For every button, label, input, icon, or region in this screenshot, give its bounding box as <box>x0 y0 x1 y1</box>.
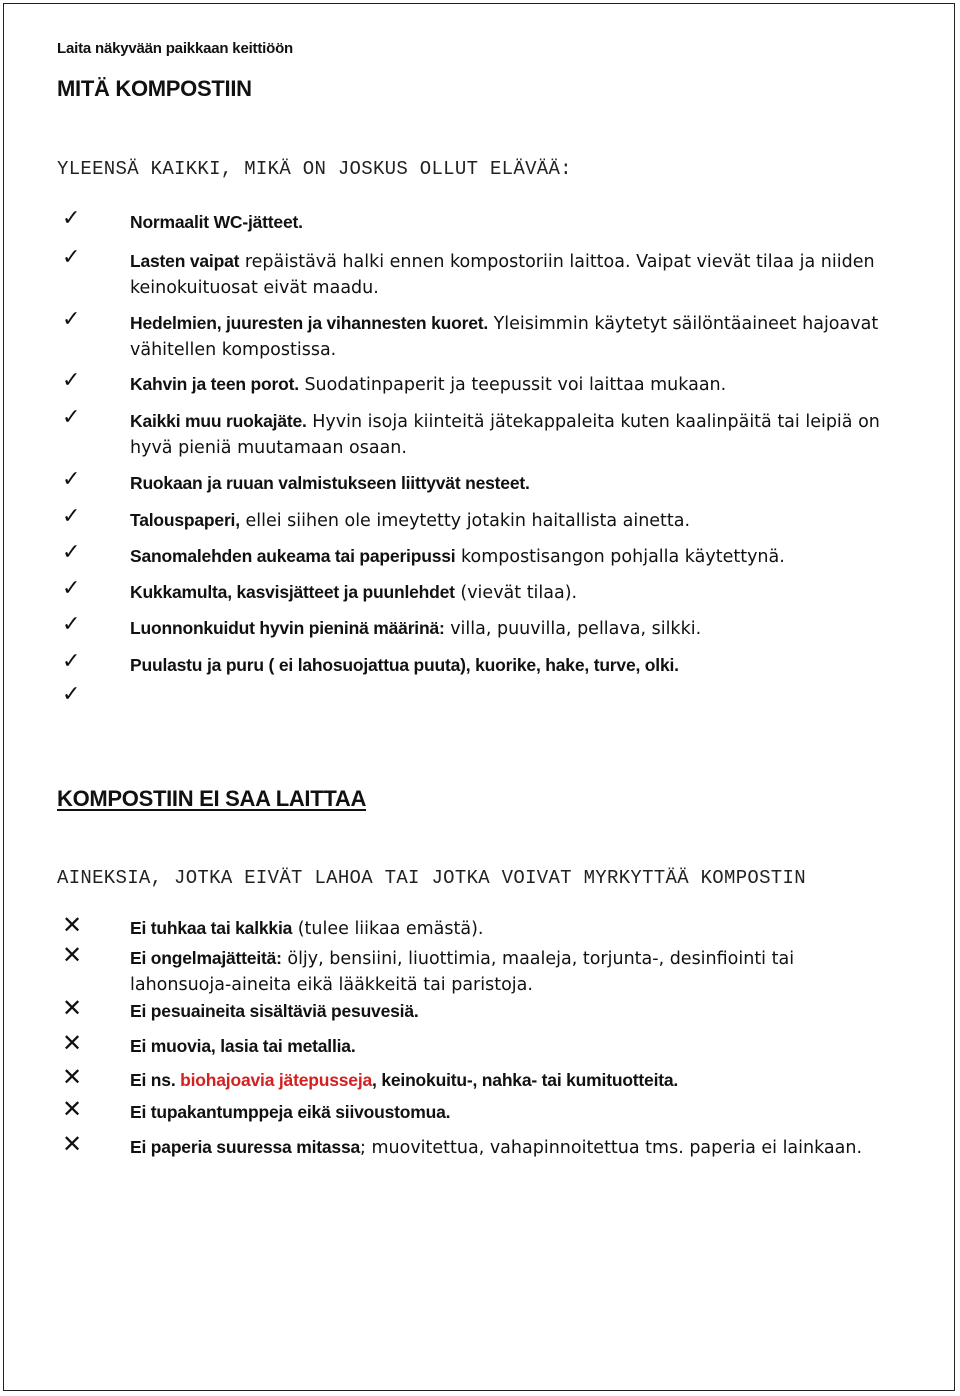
item-bold-text: Talouspaperi, <box>130 510 240 530</box>
list-item-text <box>130 579 885 606</box>
item-bold-text: Normaalit WC-jätteet. <box>130 212 303 232</box>
item-bold-text: Ei tupakantumppeja eikä siivoustomua. <box>130 1102 451 1122</box>
list-item-text <box>130 248 885 301</box>
item-rest-text: repäistävä halki ennen kompostoriin laittoa. Vaipat vievät tilaa ja niiden keinokuituosat eivät maadu. <box>130 252 875 298</box>
item-bold-text: Kukkamulta, kasvisjätteet ja puunlehdet <box>130 582 455 602</box>
list-item-text <box>130 543 885 570</box>
list-item-text <box>130 998 885 1025</box>
item-rest-text: Suodatinpaperit ja teepussit voi laittaa mukaan. <box>298 375 727 395</box>
item-bold-text: Sanomalehden aukeama tai paperipussi <box>130 546 456 566</box>
list-item-text <box>130 408 885 461</box>
list-item-text <box>130 310 885 363</box>
item-bold-text: Lasten vaipat <box>130 251 240 271</box>
checkmark-icon: ✓ <box>62 612 81 637</box>
list-item-text <box>130 1067 885 1094</box>
checkmark-icon: ✓ <box>62 467 81 492</box>
item-rest-text: (tulee liikaa emästä). <box>292 919 484 939</box>
item-bold-text: Ei tuhkaa tai kalkkia <box>130 918 293 938</box>
cross-icon: ✕ <box>62 994 83 1022</box>
item-rest-text: Hyvin isoja kiinteitä jätekappaleita kuten kaalinpäitä tai leipiä on hyvä pieniä muutamaan osaan. <box>130 412 880 458</box>
section2-title: KOMPOSTIIN EI SAA LAITTAA <box>57 786 367 811</box>
item-rest-text: öljy, bensiini, liuottimia, maaleja, torjunta-, desinfiointi tai lahonsuoja-aineita eikä lääkkeitä tai paristoja. <box>130 949 795 995</box>
list-item-text <box>130 371 885 398</box>
list-item-text <box>130 470 885 497</box>
list-item-text <box>130 507 885 534</box>
checkmark-icon: ✓ <box>62 245 81 270</box>
item-rest-text: villa, puuvilla, pellava, silkki. <box>444 619 702 639</box>
list-item-text <box>130 1134 885 1161</box>
checkmark-icon: ✓ <box>62 576 81 601</box>
list-item-text <box>130 209 885 236</box>
item-bold-text: Ei ns. <box>130 1070 176 1090</box>
header-note: Laita näkyvään paikkaan keittiöön <box>57 40 293 57</box>
cross-icon: ✕ <box>62 1095 83 1123</box>
list-item-text <box>130 615 885 642</box>
item-rest-text: ellei siihen ole imeytetty jotakin haitallista ainetta. <box>239 511 691 531</box>
checkmark-icon: ✓ <box>62 405 81 430</box>
item-bold-text: Hedelmien, juuresten ja vihannesten kuoret. <box>130 313 489 333</box>
cross-icon: ✕ <box>62 941 83 969</box>
list-item-text <box>130 1033 885 1060</box>
cross-icon: ✕ <box>62 1063 83 1091</box>
list-item-text <box>130 915 885 942</box>
checkmark-icon: ✓ <box>62 649 81 674</box>
item-rest-text: ; muovitettua, vahapinnoitettua tms. paperia ei lainkaan. <box>360 1138 863 1158</box>
cross-icon: ✕ <box>62 1029 83 1057</box>
item-bold-text: Ei pesuaineita sisältäviä pesuvesiä. <box>130 1001 419 1021</box>
item-bold-text: Ei ongelmajätteitä: <box>130 948 282 968</box>
section1-subtitle: YLEENSÄ KAIKKI, MIKÄ ON JOSKUS OLLUT ELÄVÄÄ: <box>57 158 572 180</box>
item-bold-text: Luonnonkuidut hyvin pieninä määrinä: <box>130 618 445 638</box>
checkmark-icon: ✓ <box>62 540 81 565</box>
list-item-text <box>130 652 885 679</box>
list-item-text <box>130 1099 885 1126</box>
cross-icon: ✕ <box>62 911 83 939</box>
section1-title: MITÄ KOMPOSTIIN <box>57 76 252 101</box>
item-bold-tail-text: , keinokuitu-, nahka- tai kumituotteita. <box>372 1070 679 1090</box>
item-rest-text: (vievät tilaa). <box>454 583 578 603</box>
item-bold-text: Ei paperia suuressa mitassa <box>130 1137 361 1157</box>
checkmark-icon: ✓ <box>62 504 81 529</box>
item-bold-text: Ei muovia, lasia tai metallia. <box>130 1036 356 1056</box>
checkmark-icon: ✓ <box>62 206 81 231</box>
item-bold-text: Ruokaan ja ruuan valmistukseen liittyvät nesteet. <box>130 473 530 493</box>
item-bold-text: Puulastu ja puru ( ei lahosuojattua puuta), kuorike, hake, turve, olki. <box>130 655 679 675</box>
list-item-text <box>130 945 885 998</box>
item-highlight-text: biohajoavia jätepusseja <box>175 1070 373 1090</box>
item-bold-text: Kaikki muu ruokajäte. <box>130 411 307 431</box>
section2-subtitle: AINEKSIA, JOTKA EIVÄT LAHOA TAI JOTKA VOIVAT MYRKYTTÄÄ KOMPOSTIN <box>57 867 806 889</box>
item-rest-text: kompostisangon pohjalla käytettynä. <box>455 547 785 567</box>
checkmark-icon: ✓ <box>62 368 81 393</box>
cross-icon: ✕ <box>62 1130 83 1158</box>
checkmark-icon: ✓ <box>62 682 81 707</box>
item-bold-text: Kahvin ja teen porot. <box>130 374 299 394</box>
checkmark-icon: ✓ <box>62 307 81 332</box>
item-rest-text: Yleisimmin käytetyt säilöntäaineet hajoavat vähitellen kompostissa. <box>130 314 879 360</box>
